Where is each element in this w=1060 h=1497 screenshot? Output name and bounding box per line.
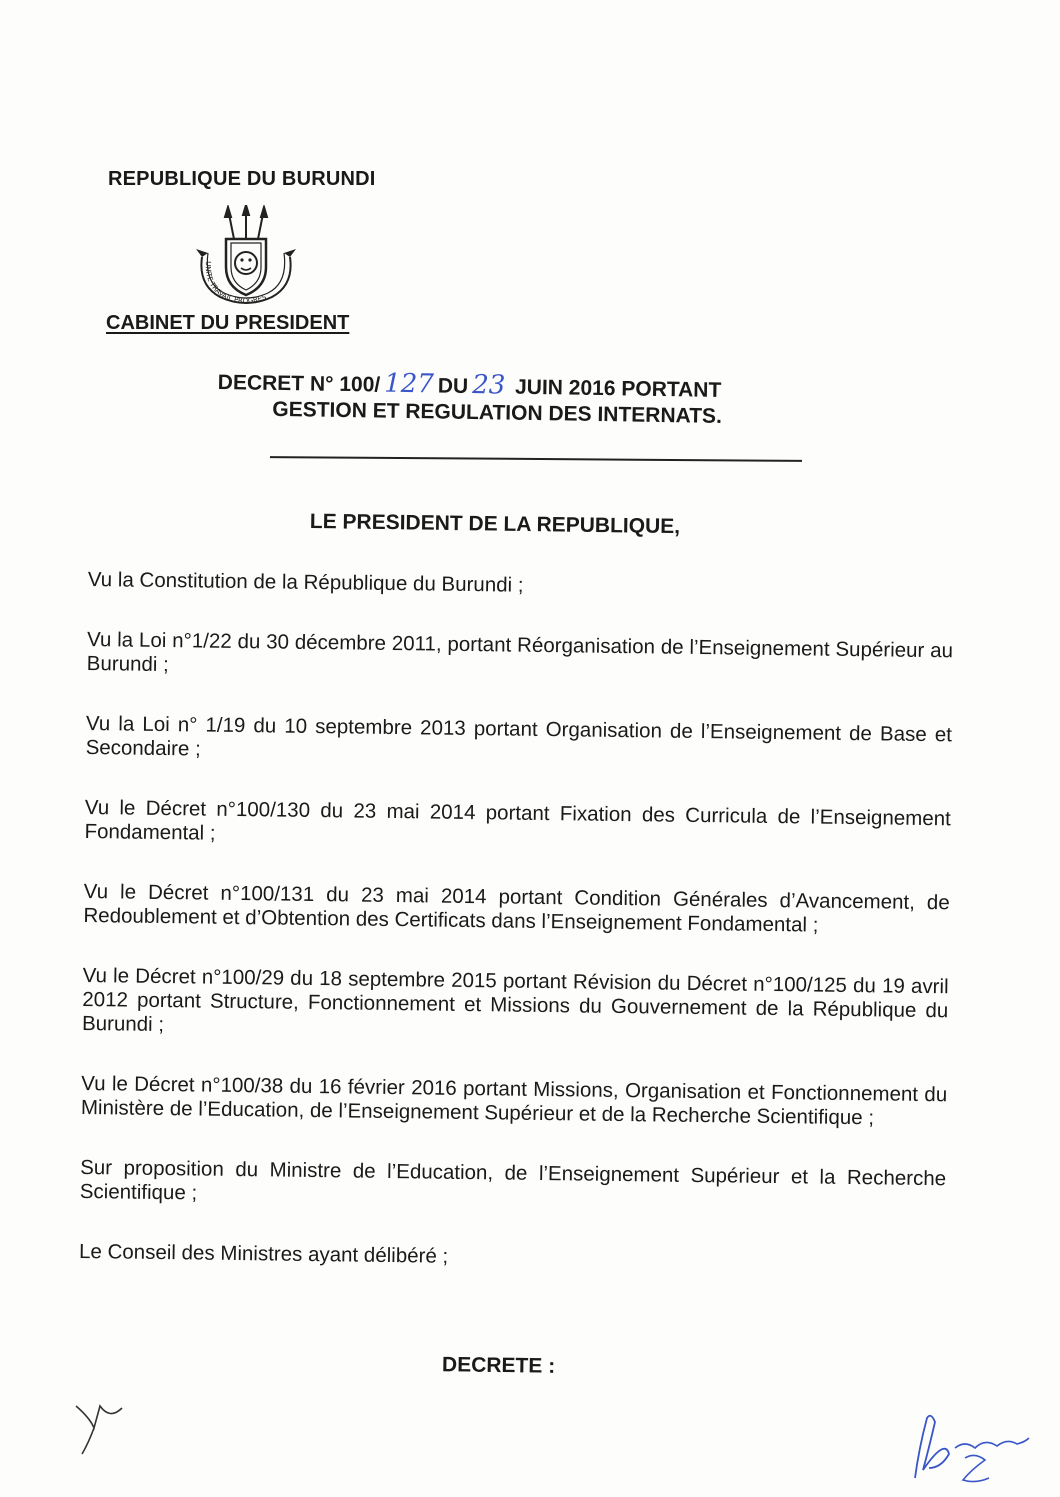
visa-paragraph: Vu la Loi n° 1/19 du 10 septembre 2013 portant Organisation de l’Enseignement de Base et Secondaire ; — [85, 711, 953, 761]
handwritten-initials-signature — [905, 1408, 1035, 1488]
decree-number-prefix: DECRET N° 100/ — [217, 370, 381, 397]
title-date-rest: JUIN 2016 PORTANT — [514, 375, 722, 402]
visa-paragraph: Vu le Décret n°100/131 du 23 mai 2014 portant Condition Générales d’Avancement, de Redoublement et d’Obtention des Certificats dans l’Enseignement Fondamental ; — [83, 879, 950, 937]
visa-paragraph: Le Conseil des Ministres ayant délibéré ; — [78, 1239, 449, 1268]
title-divider — [270, 456, 802, 462]
visas-section — [78, 568, 954, 1311]
initials-mark-left — [70, 1398, 130, 1458]
svg-text:UNITE TRAVAIL PROGRES: UNITE TRAVAIL PROGRES — [203, 261, 268, 306]
burundi-coat-of-arms-icon — [188, 205, 304, 317]
visa-paragraph: Vu la Constitution de la République du Burundi ; — [87, 568, 524, 597]
title-line-2: GESTION ET REGULATION DES INTERNATS. — [272, 397, 723, 428]
visa-paragraph: Vu le Décret n°100/130 du 23 mai 2014 portant Fixation des Curricula de l’Enseignement Fondamental ; — [84, 795, 951, 845]
president-heading: LE PRESIDENT DE LA REPUBLIQUE, — [309, 510, 681, 539]
cabinet-heading: CABINET DU PRESIDENT — [106, 312, 350, 334]
decrete-heading: DECRETE : — [441, 1353, 556, 1378]
decree-title — [217, 368, 858, 432]
title-du: DU — [437, 374, 469, 398]
handwritten-day: 23 — [471, 369, 506, 401]
visa-paragraph: Vu la Loi n°1/22 du 30 décembre 2011, portant Réorganisation de l’Enseignement Supérieur au Burundi ; — [86, 627, 954, 677]
republic-heading: REPUBLIQUE DU BURUNDI — [108, 168, 376, 190]
visa-paragraph: Sur proposition du Ministre de l’Education, de l’Enseignement Supérieur et la Recherche Scientifique ; — [79, 1155, 947, 1205]
handwritten-decree-number: 127 — [383, 368, 435, 400]
visa-paragraph: Vu le Décret n°100/29 du 18 septembre 2015 portant Révision du Décret n°100/125 du 19 avril 2012 portant Structure, Fonctionnement et Missions du Gouvernement de la République du Burundi ; — [81, 963, 949, 1037]
visa-paragraph: Vu le Décret n°100/38 du 16 février 2016 portant Missions, Organisation et Fonctionnement du Ministère de l’Education, de l’Enseignement Supérieur et de la Recherche Scientifique ; — [80, 1071, 948, 1130]
